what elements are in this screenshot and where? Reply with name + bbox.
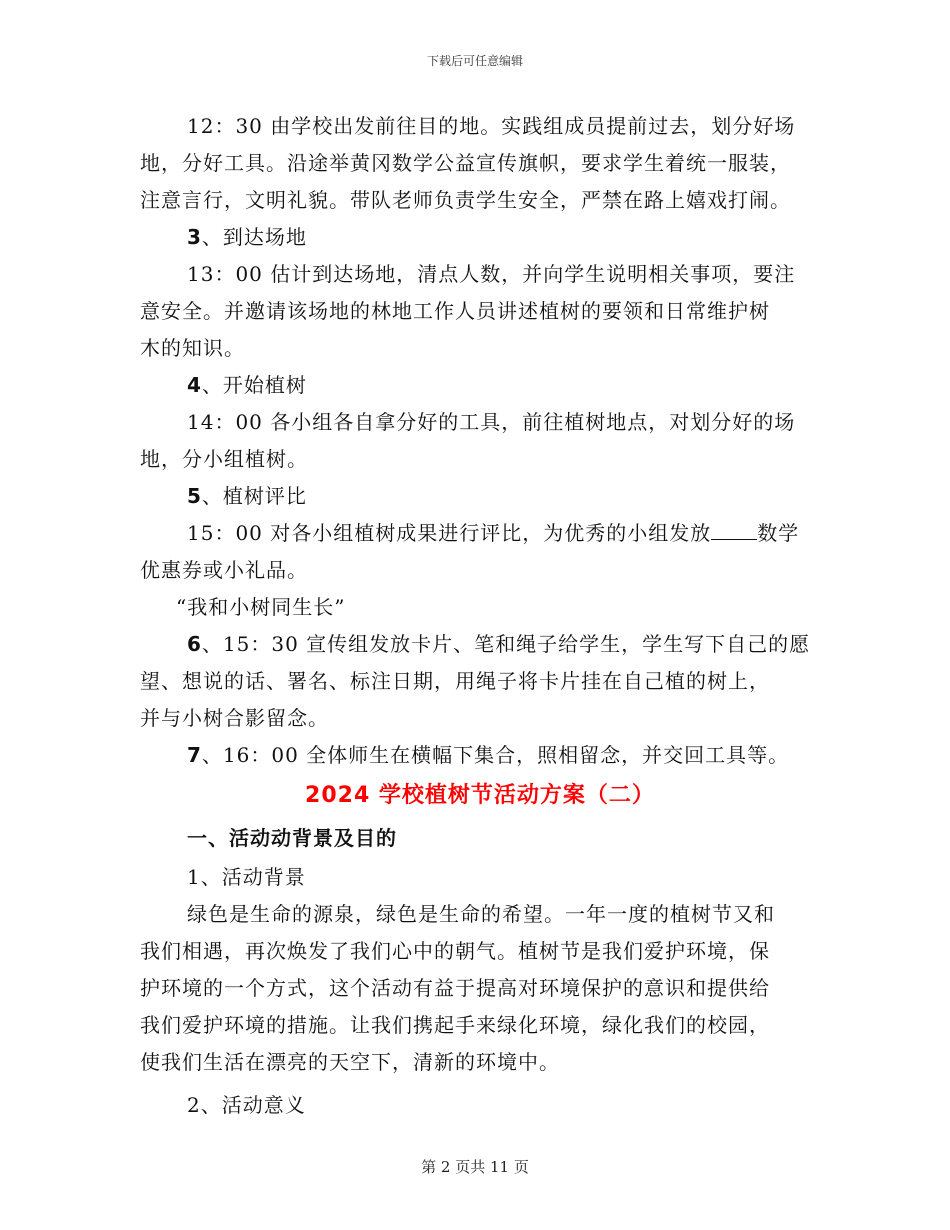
paragraph-text: 、15：30 宣传组发放卡片、笔和绳子给学生，学生写下自己的愿	[201, 632, 811, 656]
paragraph-text: 、16：00 全体师生在横幅下集合，照相留念，并交回工具等。	[201, 743, 790, 767]
step-number: 5	[187, 484, 202, 508]
paragraph-line: 望、想说的话、署名、标注日期，用绳子将卡片挂在自己植的树上，	[140, 669, 770, 693]
paragraph-line: 我们相遇，再次焕发了我们心中的朝气。植树节是我们爱护环境，保	[140, 939, 770, 963]
paragraph-line: 优惠券或小礼品。	[140, 558, 308, 582]
paragraph-line: 14：00 各小组各自拿分好的工具，前往植树地点，对划分好的场	[187, 410, 796, 434]
step-number: 3	[187, 225, 202, 249]
step-heading-3	[140, 219, 820, 256]
paragraph-line: 我们爱护环境的措施。让我们携起手来绿化环境，绿化我们的校园，	[140, 1013, 770, 1037]
text-fragment: 15：00 对各小组植树成果进行评比，为优秀的小组发放	[187, 521, 712, 545]
step-number: 4	[187, 373, 202, 397]
step-heading-text: 、植树评比	[201, 484, 307, 508]
fill-blank	[711, 521, 757, 540]
paragraph-line: 使我们生活在漂亮的天空下，清新的环境中。	[140, 1050, 560, 1074]
paragraph-line: 意安全。并邀请该场地的林地工作人员讲述植树的要领和日常维护树	[140, 299, 770, 323]
paragraph-line: 注意言行，文明礼貌。带队老师负责学生安全，严禁在路上嬉戏打闹。	[140, 188, 791, 212]
step-heading-4	[140, 367, 820, 404]
document-title: 2024 学校植树节活动方案（二）	[305, 783, 655, 808]
paragraph-line: 木的知识。	[140, 336, 245, 360]
paragraph-line: 12：30 由学校出发前往目的地。实践组成员提前过去，划分好场	[187, 114, 796, 138]
page-footer: 第 2 页共 11 页	[421, 1158, 529, 1176]
paragraph-line: 并与小树合影留念。	[140, 706, 329, 730]
subsection-heading: 1、活动背景	[187, 865, 306, 889]
step-heading-5	[140, 478, 820, 515]
paragraph-line: 地，分小组植树。	[140, 447, 308, 471]
step-heading-text: 、到达场地	[201, 225, 307, 249]
subsection-heading: 2、活动意义	[187, 1093, 306, 1117]
text-fragment: 数学	[757, 521, 800, 545]
paragraph-line: 地，分好工具。沿途举黄冈数学公益宣传旗帜，要求学生着统一服装，	[140, 151, 791, 175]
step-number: 6	[187, 632, 202, 656]
paragraph-line: 绿色是生命的源泉，绿色是生命的希望。一年一度的植树节又和	[187, 902, 775, 926]
document-body	[140, 108, 820, 1124]
page-header: 下载后可任意编辑	[426, 54, 523, 68]
paragraph-line	[140, 515, 820, 552]
paragraph-line: 护环境的一个方式，这个活动有益于提高对环境保护的意识和提供给	[140, 976, 770, 1000]
step-heading-text: 、开始植树	[201, 373, 307, 397]
paragraph-line: 13：00 估计到达场地，清点人数，并向学生说明相关事项，要注	[187, 262, 796, 286]
step-number: 7	[187, 743, 202, 767]
section-heading: 一、活动动背景及目的	[187, 826, 397, 850]
slogan-quote: “我和小树同生长”	[176, 595, 346, 619]
step-paragraph-7	[140, 737, 820, 774]
step-paragraph-6	[140, 626, 820, 663]
